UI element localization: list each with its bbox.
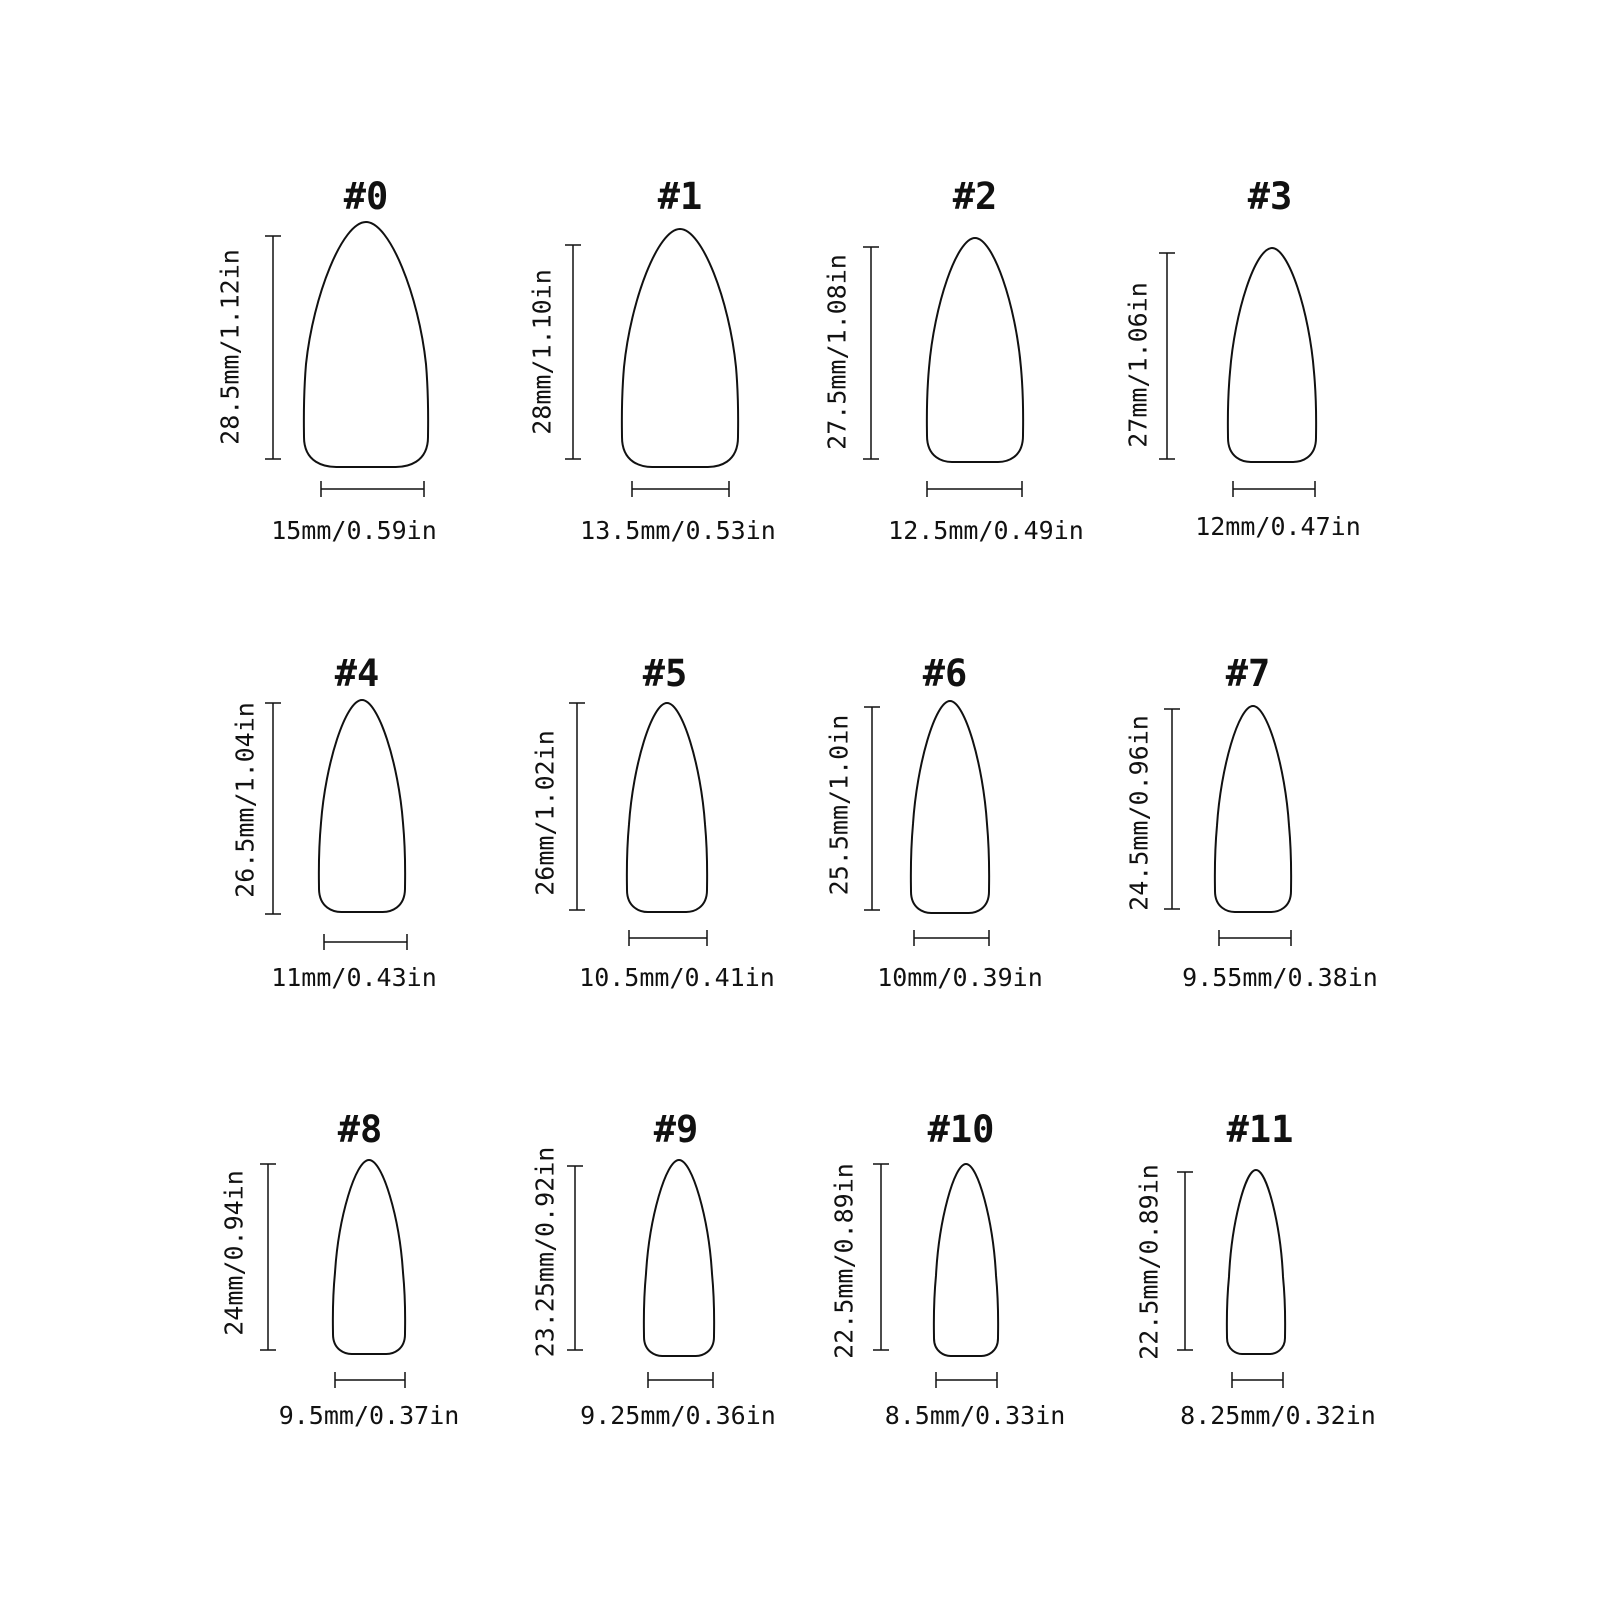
nail-length-text: 24mm/0.94in (219, 1170, 249, 1336)
nail-width-text: 9.55mm/0.38in (1182, 963, 1378, 992)
length-dimension-line (873, 1164, 889, 1350)
nail-width-text: 9.5mm/0.37in (278, 1401, 460, 1430)
length-dimension-line (1164, 709, 1180, 909)
nail-length-text: 22.5mm/0.89in (1134, 1164, 1164, 1360)
length-dimension-line (265, 703, 281, 914)
nail-size-label: #1 (657, 175, 703, 218)
width-dimension-line (632, 481, 729, 497)
nail-width-text: 11mm/0.43in (271, 963, 437, 992)
nail-shape (1228, 248, 1316, 462)
length-dimension-line (863, 247, 879, 459)
nail-length-text: 26.5mm/1.04in (230, 702, 260, 898)
nail-width-text: 10.5mm/0.41in (579, 963, 775, 992)
nail-shape (1227, 1170, 1285, 1354)
nail-shape (304, 222, 428, 467)
nail-item (528, 175, 776, 545)
nail-item (531, 1108, 776, 1430)
width-dimension-line (1219, 930, 1291, 946)
nail-item (1125, 652, 1378, 992)
length-dimension-line (864, 707, 880, 910)
nail-shape (911, 701, 989, 913)
nail-shape (644, 1160, 714, 1356)
length-dimension-line (569, 703, 585, 910)
nail-shape (927, 238, 1023, 462)
nail-length-text: 24.5mm/0.96in (1124, 715, 1154, 911)
width-dimension-line (324, 934, 407, 950)
nail-item (823, 175, 1084, 545)
nail-length-text: 22.5mm/0.89in (829, 1163, 859, 1359)
length-dimension-line (1159, 253, 1175, 459)
nail-item (231, 652, 437, 992)
nail-shape (934, 1164, 998, 1356)
nail-shape (1215, 706, 1291, 912)
width-dimension-line (936, 1372, 997, 1388)
nail-size-label: #7 (1225, 652, 1271, 695)
nail-item (1124, 175, 1361, 541)
nail-size-label: #10 (927, 1108, 995, 1151)
nail-item (825, 652, 1043, 992)
nail-size-label: #9 (653, 1108, 699, 1151)
nail-item (1135, 1108, 1376, 1430)
nail-size-label: #0 (343, 175, 389, 218)
length-dimension-line (265, 236, 281, 459)
width-dimension-line (927, 481, 1022, 497)
nail-size-label: #8 (337, 1108, 383, 1151)
length-dimension-line (567, 1166, 583, 1350)
nail-item (531, 652, 775, 992)
nail-length-text: 28mm/1.10in (527, 269, 557, 435)
nail-length-text: 23.25mm/0.92in (530, 1146, 560, 1358)
nail-shape (333, 1160, 405, 1354)
nail-length-text: 27.5mm/1.08in (822, 254, 852, 450)
nail-shape (319, 700, 405, 912)
nail-size-label: #6 (922, 652, 968, 695)
length-dimension-line (260, 1164, 276, 1350)
nail-item (830, 1108, 1066, 1430)
nail-size-label: #3 (1247, 175, 1293, 218)
width-dimension-line (629, 930, 707, 946)
nail-item (216, 175, 437, 545)
width-dimension-line (321, 481, 424, 497)
nail-item (220, 1108, 460, 1430)
nail-shape (622, 229, 738, 467)
width-dimension-line (1232, 1372, 1283, 1388)
nail-width-text: 13.5mm/0.53in (580, 516, 776, 545)
length-dimension-line (1177, 1172, 1193, 1350)
nail-width-text: 12.5mm/0.49in (888, 516, 1084, 545)
nail-length-text: 28.5mm/1.12in (215, 249, 245, 445)
nail-length-text: 26mm/1.02in (530, 730, 560, 896)
nail-shape (627, 703, 707, 912)
nail-size-label: #2 (952, 175, 998, 218)
nail-width-text: 9.25mm/0.36in (580, 1401, 776, 1430)
nail-width-text: 15mm/0.59in (271, 516, 437, 545)
nail-width-text: 8.5mm/0.33in (884, 1401, 1066, 1430)
nail-size-label: #11 (1226, 1108, 1294, 1151)
nail-size-label: #5 (642, 652, 688, 695)
nail-width-text: 12mm/0.47in (1195, 512, 1361, 541)
nail-width-text: 10mm/0.39in (877, 963, 1043, 992)
width-dimension-line (1233, 481, 1315, 497)
nail-size-label: #4 (334, 652, 380, 695)
nail-length-text: 25.5mm/1.0in (824, 714, 854, 896)
length-dimension-line (565, 245, 581, 459)
nail-width-text: 8.25mm/0.32in (1180, 1401, 1376, 1430)
nail-length-text: 27mm/1.06in (1123, 282, 1153, 448)
width-dimension-line (335, 1372, 405, 1388)
width-dimension-line (648, 1372, 713, 1388)
width-dimension-line (914, 930, 989, 946)
